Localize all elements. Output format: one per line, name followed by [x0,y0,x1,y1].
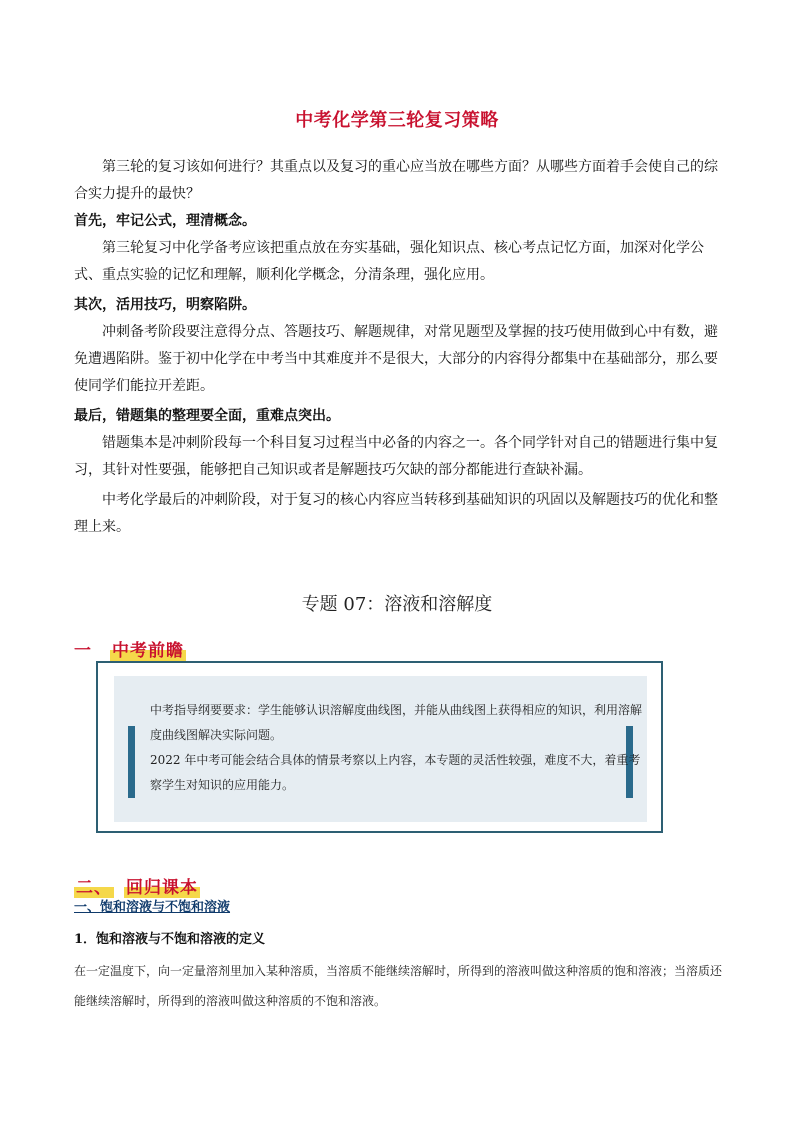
section1-number: 一 [74,641,92,661]
guidance-box [96,661,663,833]
point3-heading: 最后，错题集的整理要全面，重难点突出。 [74,408,340,424]
sub-heading-text: 一、饱和溶液与不饱和溶液 [74,900,231,915]
guidance-box-left-bar [128,726,135,798]
section2-label: 回归课本 [126,878,198,898]
guidance-paragraph-1: 中考指导纲要要求：学生能够认识溶解度曲线图，并能从曲线图上获得相应的知识，利用溶解度曲线图解决实际问题。 [150,703,643,742]
point1-heading: 首先，牢记公式，理清概念。 [74,213,256,229]
point1-paragraph: 第三轮复习中化学备考应该把重点放在夯实基础，强化知识点、核心考点记忆方面，加深对化学公式、重点实验的记忆和理解，顺利化学概念，分清条理，强化应用。 [74,240,704,283]
section2-number: 二、 [76,878,112,898]
point3-paragraph-1: 错题集本是冲刺阶段每一个科目复习过程当中必备的内容之一。各个同学针对自己的错题进行集中复习，其针对性要强，能够把自己知识或者是解题技巧欠缺的部分都能进行查缺补漏。 [74,435,718,478]
point2-heading: 其次，活用技巧，明察陷阱。 [74,297,256,313]
sub-heading [74,896,230,915]
intro-paragraph: 第三轮的复习该如何进行？其重点以及复习的重心应当放在哪些方面？从哪些方面着手会使自己的综合实力提升的最快？ [74,159,718,202]
topic-title: 专题 07：溶液和溶解度 [301,594,493,615]
section2-heading [74,873,200,898]
guidance-text [150,698,644,798]
section1-heading [74,636,186,661]
guidance-box-inner [114,676,647,822]
point3-paragraph-2: 中考化学最后的冲刺阶段，对于复习的核心内容应当转移到基础知识的巩固以及解题技巧的优化和整理上来。 [74,492,718,535]
page-title: 中考化学第三轮复习策略 [295,110,499,131]
point2-paragraph: 冲刺备考阶段要注意得分点、答题技巧、解题规律，对常见题型及掌握的技巧使用做到心中有数，避免遭遇陷阱。鉴于初中化学在中考当中其难度并不是很大，大部分的内容得分都集中在基础部分，那么要使同学们能拉开差距。 [74,324,718,394]
item-heading: 1．饱和溶液与不饱和溶液的定义 [74,932,266,947]
guidance-paragraph-2: 2022 年中考可能会结合具体的情景考察以上内容，本专题的灵活性较强，难度不大，着重考察学生对知识的应用能力。 [150,753,641,792]
section1-label: 中考前瞻 [112,641,184,661]
definition-paragraph: 在一定温度下，向一定量溶剂里加入某种溶质，当溶质不能继续溶解时，所得到的溶液叫做这种溶质的饱和溶液；当溶质还能继续溶解时，所得到的溶液叫做这种溶质的不饱和溶液。 [74,964,723,1008]
